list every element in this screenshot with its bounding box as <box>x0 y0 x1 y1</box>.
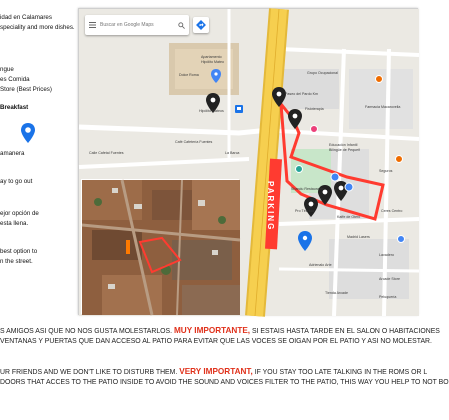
map-label: Grupo Ocupacional <box>307 71 338 75</box>
map-label: Fisioterapia <box>305 107 324 111</box>
map-label: Ceres Centro <box>381 209 403 213</box>
notice-line: VENTANAS Y PUERTAS QUE DAN ACCESO AL PATIO PARA EVITAR QUE LAS VOCES SE OIGAN POR EL PATIO Y ASI NO MOLESTAR. <box>0 338 432 345</box>
notice-text: SI ESTAIS HASTA TARDE EN EL SALON O HABITACIONES <box>250 328 440 335</box>
map-label: Shandu Restaurante <box>291 187 324 191</box>
map-label: Bilingüe de Pequeñ <box>329 148 361 152</box>
map-label: Hipólito Mateo <box>201 60 224 64</box>
place-marker-icon[interactable] <box>396 156 403 163</box>
parking-area <box>126 240 130 254</box>
map-label: Tienda Arcade <box>325 291 349 295</box>
notice-line <box>0 367 428 378</box>
place-marker-icon[interactable] <box>376 76 383 83</box>
info-text-line: n the street. <box>0 258 33 265</box>
map-label: Kaffe de Otero <box>337 215 361 219</box>
map-label: Farmacia Macarovella <box>365 105 401 109</box>
info-text-line: Breakfast <box>0 104 29 111</box>
info-text-line: ngue <box>0 66 14 73</box>
map-label: Hipólito Mateos <box>199 109 224 113</box>
map-search-input[interactable] <box>85 15 189 35</box>
notice-spanish <box>0 326 440 347</box>
place-marker-icon[interactable] <box>296 166 303 173</box>
info-text-line: Store (Best Prices) <box>0 86 52 93</box>
map-screenshot[interactable] <box>78 8 418 315</box>
place-marker-icon[interactable] <box>345 183 353 191</box>
map-label: Calle Cafetal Fuentes <box>89 151 124 155</box>
info-text-line: es Comida <box>0 76 30 83</box>
place-marker-icon[interactable] <box>331 173 339 181</box>
notice-text: UR FRIENDS AND WE DON'T LIKE TO DISTURB THEM. <box>0 369 180 376</box>
map-label: Apartamento <box>201 55 222 59</box>
info-text-line: ay to go out <box>0 178 33 185</box>
info-text-line: idad en Calamares <box>0 14 52 21</box>
map-label: Arcade Store <box>379 277 400 281</box>
building-block <box>279 69 339 109</box>
notice-text: IF YOU STAY TOO LATE TALKING IN THE ROMS OR L <box>252 369 428 376</box>
location-pin-icon <box>20 122 36 144</box>
important-label: MUY IMPORTANTE, <box>173 326 251 335</box>
info-text-line: esta llena. <box>0 220 29 227</box>
bus-stop-icon[interactable] <box>235 105 243 113</box>
map-label: Paseo del Pardo Km <box>285 92 318 96</box>
map-label: Lavadero <box>379 253 394 257</box>
map-label: Dolce Roma <box>179 73 199 77</box>
info-text-line: ejor opción de <box>0 210 39 217</box>
map-label: Educación Infantil <box>329 143 358 147</box>
road <box>279 269 419 271</box>
directions-button[interactable] <box>193 17 209 33</box>
map-label: Pro Técnico <box>295 209 315 213</box>
info-text-line: best option to <box>0 248 38 255</box>
map-label: Adrienalo Arte <box>309 263 332 267</box>
notice-text: S AMIGOS ASI QUE NO NOS GUSTA MOLESTARLOS. <box>0 328 174 335</box>
map-label: La Barca <box>225 151 240 155</box>
satellite-inset-image <box>81 179 239 314</box>
place-marker-icon[interactable] <box>311 126 318 133</box>
important-label: VERY IMPORTANT, <box>179 367 253 376</box>
map-label: Seguros <box>379 169 393 173</box>
map-label: Café Cafetería Fuentes <box>175 140 213 144</box>
search-placeholder: Buscar en Google Maps <box>100 22 154 28</box>
parking-label: PARKING <box>266 181 275 232</box>
notice-line: DOORS THAT ACCES TO THE PATIO INSIDE TO AVOID THE SOUND AND VOICES FILTER TO THE PATIO, THIS WAY YOU HELP TO NOT BO <box>0 379 449 386</box>
map-label: Peluquería <box>379 295 397 299</box>
menu-icon[interactable] <box>89 22 96 28</box>
info-text-line: speciality and more dishes. <box>0 24 75 31</box>
place-marker-icon[interactable] <box>398 236 405 243</box>
info-text-line: amanera <box>0 150 25 157</box>
search-icon[interactable] <box>178 22 185 29</box>
left-text-column <box>0 0 82 300</box>
notice-line <box>0 326 440 337</box>
map-label: Madrid Lasers <box>347 235 370 239</box>
notice-english <box>0 367 449 388</box>
